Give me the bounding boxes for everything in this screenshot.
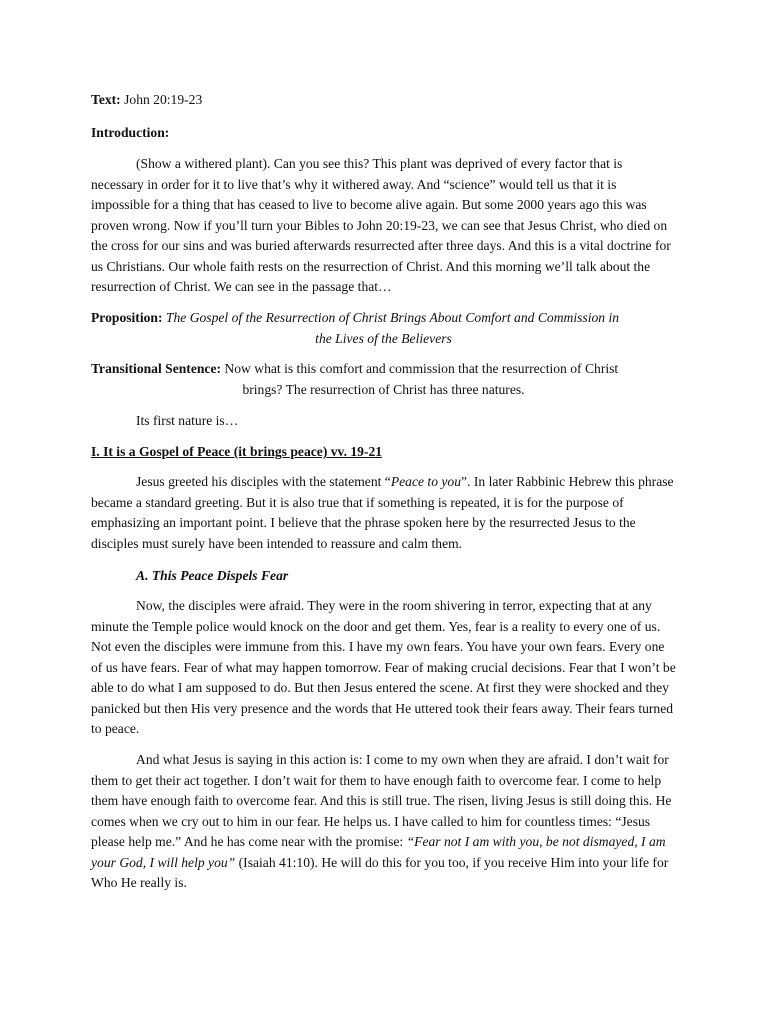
action-paragraph (91, 750, 676, 894)
proposition (91, 308, 676, 349)
transitional-sentence (91, 359, 676, 400)
proposition-line2 (91, 329, 676, 350)
section1-after: ”. In later Rabbinic Hebrew this phrase became a standard greeting. But it is also true that if something is repeated, it is for the purpose of emphasizing an important point. I believe that the phrase spoken here by the resurrected Jesus to the disciples must surely have been intended to reassure and calm them. (91, 474, 674, 551)
transitional-line1 (91, 359, 676, 380)
text-label: Text: (91, 92, 121, 107)
text-value: John 20:19-23 (120, 92, 203, 107)
action-before: And what Jesus is saying in this action is: I come to my own when they are afraid. I don’t wait for them to get their act together. I don’t wait for them to have enough faith to overcome fear. I come to help them have enough faith to overcome fear. And this is still true. The risen, living Jesus is still doing this. He comes when we cry out to him in our fear. He helps us. I have called to him for countless times: “Jesus please help me.” And he has come near with the promise: (91, 752, 672, 849)
transitional-text-1: Now what is this comfort and commission that the resurrection of Christ (221, 361, 619, 376)
proposition-text-2: the Lives of the Believers (315, 330, 452, 346)
subheading-a-text: A. This Peace Dispels Fear (136, 568, 289, 583)
section1-before: Jesus greeted his disciples with the statement “ (136, 474, 391, 489)
intro-paragraph: (Show a withered plant). Can you see this? This plant was deprived of every factor that is necessary in order for it to live that’s why it withered away. And “science” would tell us that it is impossible for a thing that has ceased to live to become alive again. But some 2000 years ago this was proven wrong. Now if you’ll turn your Bibles to John 20:19-23, we can see that Jesus Christ, who died on the cross for our sins and was buried afterwards resurrected after three days. And this is a vital doctrine for us Christians. Our whole faith rests on the resurrection of Christ. And this morning we’ll talk about the resurrection of Christ. We can see in the passage that… (91, 156, 671, 294)
proposition-text-1: The Gospel of the Resurrection of Christ Brings About Comfort and Commission in (165, 310, 620, 325)
first-nature-line: Its first nature is… (136, 413, 239, 428)
subheading-a (91, 566, 676, 587)
text-reference (91, 90, 676, 111)
fear-paragraph: Now, the disciples were afraid. They were in the room shivering in terror, expecting that at any minute the Temple police would knock on the door and get them. Yes, fear is a reality to every one of us. Not even the disciples were immune from this. I have my own fears. You have your own fears. Every one of us have fears. Fear of what may happen tomorrow. Fear of making crucial decisions. Fear that I won’t be able to do what I am supposed to do. But then Jesus entered the scene. At first they were shocked and they panicked but then His very presence and the words that He uttered took their fears away. Their fears turned to peace. (91, 598, 676, 736)
section1-paragraph (91, 472, 676, 554)
introduction-heading-text: Introduction: (91, 125, 170, 140)
section1-heading-text: I. It is a Gospel of Peace (it brings peace) vv. 19-21 (91, 444, 383, 459)
action-quote: “Fear not I am with you, be not dismayed, I am your God, I will help you” (91, 834, 666, 870)
section1-heading (91, 442, 676, 463)
introduction-heading (91, 123, 676, 144)
action-after: (Isaiah 41:10). He will do this for you too, if you receive Him into your life for Who He really is. (91, 854, 669, 890)
transitional-line2: brings? The resurrection of Christ has three natures. (242, 381, 525, 397)
transitional-label: Transitional Sentence: (91, 361, 222, 376)
section1-quote: Peace to you (390, 474, 462, 489)
proposition-line1 (91, 308, 676, 329)
proposition-label: Proposition: (91, 310, 163, 325)
